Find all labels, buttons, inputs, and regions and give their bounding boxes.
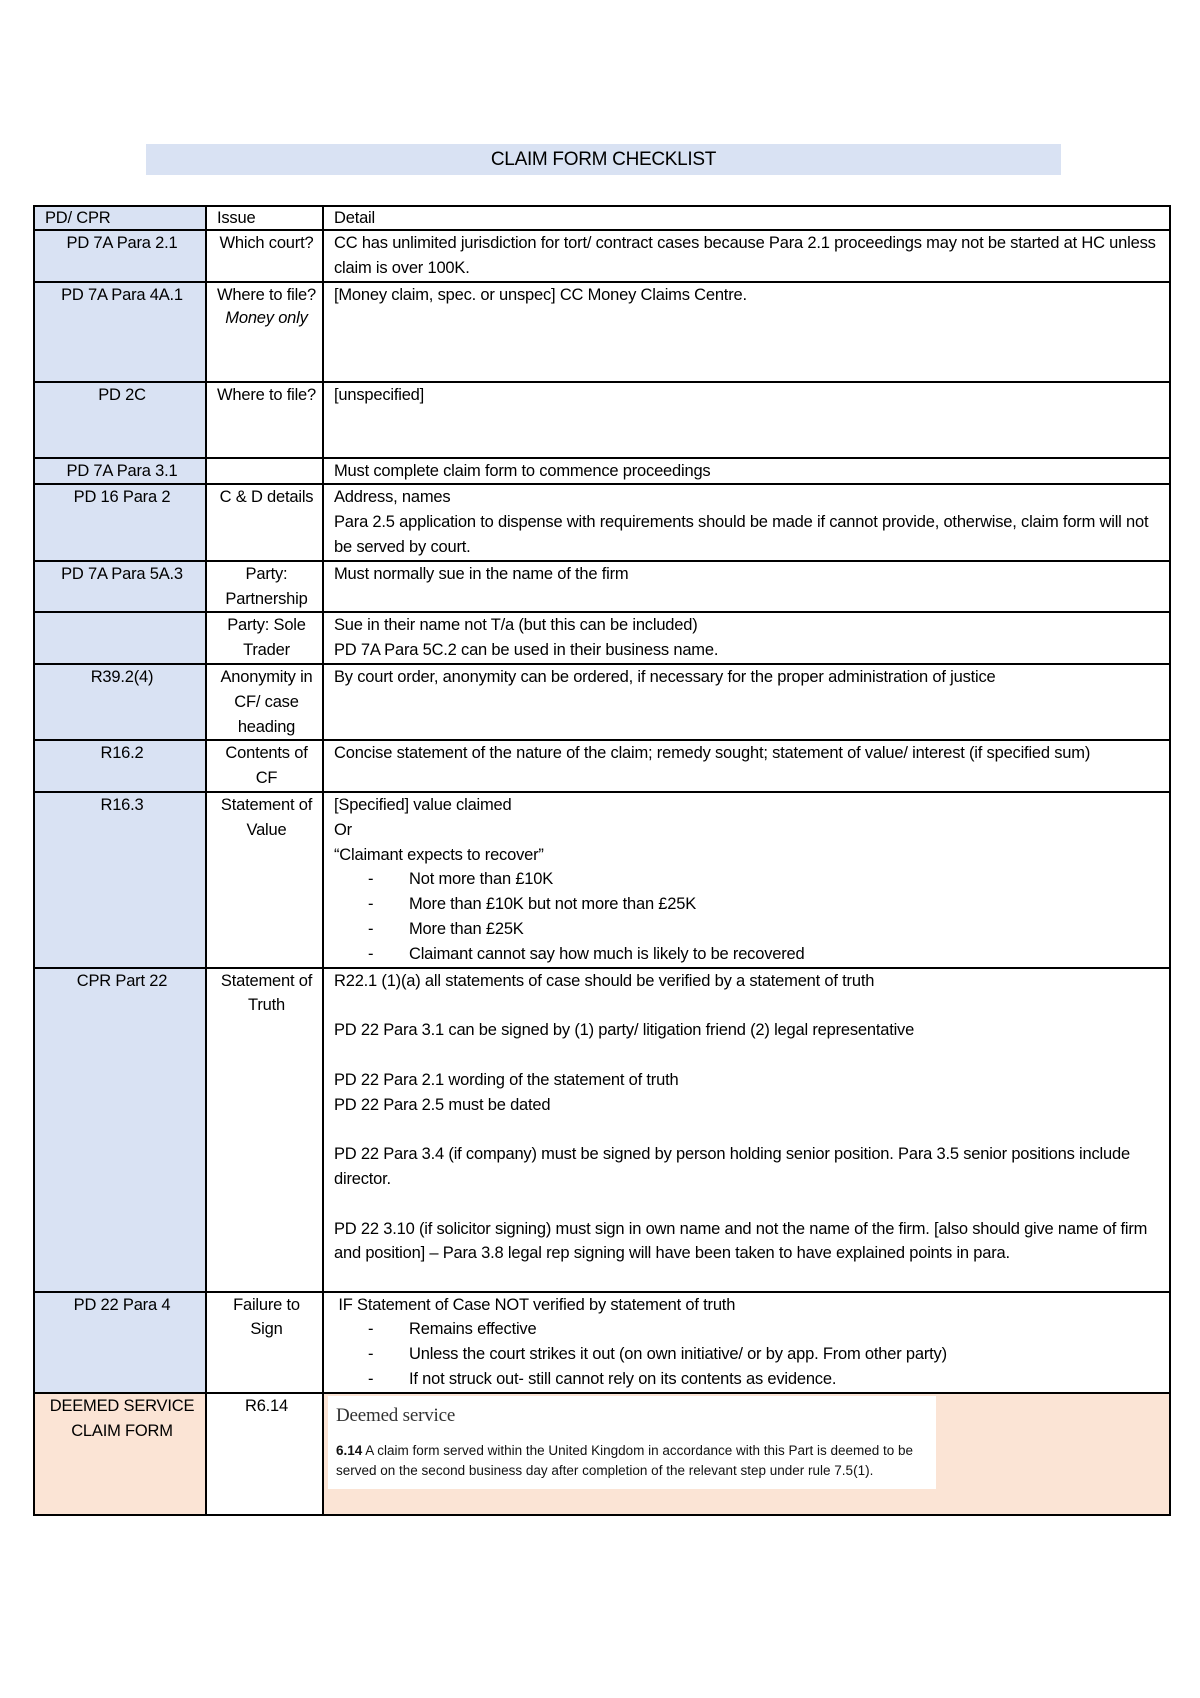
- issue-cell: Party: Partnership: [206, 561, 323, 613]
- issue-cell: Which court?: [206, 230, 323, 282]
- rule-ref: PD 22 Para 4: [34, 1292, 206, 1393]
- rule-ref: [34, 612, 206, 664]
- table-row: [34, 458, 1170, 485]
- table-row: [34, 968, 1170, 1292]
- list-item: - Remains effective: [334, 1317, 1163, 1342]
- detail-line: Must complete claim form to commence proceedings: [334, 461, 711, 480]
- detail-line: Sue in their name not T/a (but this can be included): [334, 616, 698, 635]
- detail-cell: [323, 968, 1170, 1292]
- rule-ref: DEEMED SERVICE CLAIM FORM: [34, 1393, 206, 1515]
- table-row: [34, 484, 1170, 560]
- detail-cell: [323, 458, 1170, 485]
- rule-ref: CPR Part 22: [34, 968, 206, 1292]
- detail-cell: [323, 230, 1170, 282]
- excerpt-body: [336, 1441, 928, 1481]
- table-row: [34, 612, 1170, 664]
- excerpt-text: A claim form served within the United Kingdom in accordance with this Part is deemed to be served on the second business day after completion of the relevant step under rule 7.5(1).: [336, 1442, 914, 1478]
- table-row-deemed-service: [34, 1393, 1170, 1515]
- detail-cell: [323, 561, 1170, 613]
- rule-ref: PD 2C: [34, 382, 206, 458]
- failure-consequences-list: [334, 1317, 1163, 1391]
- header-ref: PD/ CPR: [34, 206, 206, 230]
- issue-cell: Statement of Truth: [206, 968, 323, 1292]
- page-title: CLAIM FORM CHECKLIST: [146, 144, 1061, 175]
- table-header-row: [34, 206, 1170, 230]
- issue-cell: [206, 282, 323, 382]
- detail-line: Or: [334, 820, 352, 839]
- list-item: - Unless the court strikes it out (on own initiative/ or by app. From other party): [334, 1342, 1163, 1367]
- list-item: - More than £10K but not more than £25K: [334, 892, 1163, 917]
- issue-cell: Where to file?: [206, 382, 323, 458]
- detail-line: PD 22 Para 3.4 (if company) must be signed by person holding senior position. Para 3.5 senior positions include director.: [334, 1145, 1130, 1188]
- detail-cell: [323, 612, 1170, 664]
- rule-ref: R16.3: [34, 792, 206, 968]
- issue-text: Where to file?: [217, 285, 316, 304]
- header-detail: Detail: [323, 206, 1170, 230]
- issue-note: Money only: [225, 308, 308, 327]
- issue-cell: C & D details: [206, 484, 323, 560]
- detail-line: PD 7A Para 5C.2 can be used in their business name.: [334, 641, 719, 660]
- checklist-table: [33, 205, 1171, 1516]
- rule-excerpt: [328, 1396, 936, 1489]
- detail-line: [unspecified]: [334, 385, 425, 404]
- detail-line: Address, names: [334, 488, 451, 507]
- issue-cell: Contents of CF: [206, 740, 323, 792]
- detail-cell: [323, 740, 1170, 792]
- issue-cell: Party: Sole Trader: [206, 612, 323, 664]
- detail-line: Must normally sue in the name of the firm: [334, 564, 629, 583]
- list-item: - More than £25K: [334, 917, 1163, 942]
- detail-line: PD 22 Para 2.1 wording of the statement of truth: [334, 1070, 679, 1089]
- detail-line: R22.1 (1)(a) all statements of case should be verified by a statement of truth: [334, 971, 875, 990]
- table-row: [34, 382, 1170, 458]
- issue-cell: Failure to Sign: [206, 1292, 323, 1393]
- table-row: [34, 740, 1170, 792]
- detail-cell: [323, 1292, 1170, 1393]
- rule-ref: PD 7A Para 5A.3: [34, 561, 206, 613]
- detail-cell: [323, 664, 1170, 740]
- issue-cell: Statement of Value: [206, 792, 323, 968]
- table-row: [34, 664, 1170, 740]
- detail-line: IF Statement of Case NOT verified by statement of truth: [334, 1295, 736, 1314]
- issue-cell: [206, 458, 323, 485]
- excerpt-rule-number: 6.14: [336, 1442, 363, 1458]
- rule-ref: PD 7A Para 2.1: [34, 230, 206, 282]
- detail-line: “Claimant expects to recover”: [334, 845, 544, 864]
- value-bands-list: [334, 867, 1163, 966]
- detail-line: PD 22 Para 3.1 can be signed by (1) party/ litigation friend (2) legal representative: [334, 1021, 915, 1040]
- detail-line: Para 2.5 application to dispense with requirements should be made if cannot provide, otherwise, claim form will not be served by court.: [334, 513, 1149, 556]
- detail-cell: [323, 282, 1170, 382]
- detail-cell: [323, 382, 1170, 458]
- rule-ref: PD 7A Para 3.1: [34, 458, 206, 485]
- rule-ref: R16.2: [34, 740, 206, 792]
- table-row: [34, 1292, 1170, 1393]
- rule-ref: PD 7A Para 4A.1: [34, 282, 206, 382]
- detail-cell: [323, 1393, 1170, 1515]
- detail-line: [Specified] value claimed: [334, 795, 512, 814]
- list-item: - Not more than £10K: [334, 867, 1163, 892]
- list-item: - If not struck out- still cannot rely on its contents as evidence.: [334, 1367, 1163, 1392]
- detail-line: PD 22 3.10 (if solicitor signing) must sign in own name and not the name of the firm. [also should give name of firm and position] – Para 3.8 legal rep signing will have been taken to have explained points in para.: [334, 1219, 1148, 1263]
- detail-line: Concise statement of the nature of the claim; remedy sought; statement of value/ interest (if specified sum): [334, 744, 1091, 763]
- detail-line: [Money claim, spec. or unspec] CC Money Claims Centre.: [334, 285, 747, 304]
- issue-cell: R6.14: [206, 1393, 323, 1515]
- detail-cell: [323, 792, 1170, 968]
- list-item: - Claimant cannot say how much is likely to be recovered: [334, 942, 1163, 967]
- rule-ref: PD 16 Para 2: [34, 484, 206, 560]
- table-row: [34, 792, 1170, 968]
- table-row: [34, 561, 1170, 613]
- excerpt-heading: Deemed service: [336, 1404, 456, 1426]
- issue-cell: Anonymity in CF/ case heading: [206, 664, 323, 740]
- table-row: [34, 282, 1170, 382]
- header-issue: Issue: [206, 206, 323, 230]
- detail-line: CC has unlimited jurisdiction for tort/ contract cases because Para 2.1 proceedings may not be started at HC unless claim is over 100K.: [334, 234, 1156, 277]
- detail-line: PD 22 Para 2.5 must be dated: [334, 1095, 551, 1114]
- rule-ref: R39.2(4): [34, 664, 206, 740]
- detail-cell: [323, 484, 1170, 560]
- detail-line: By court order, anonymity can be ordered, if necessary for the proper administration of justice: [334, 667, 996, 686]
- table-row: [34, 230, 1170, 282]
